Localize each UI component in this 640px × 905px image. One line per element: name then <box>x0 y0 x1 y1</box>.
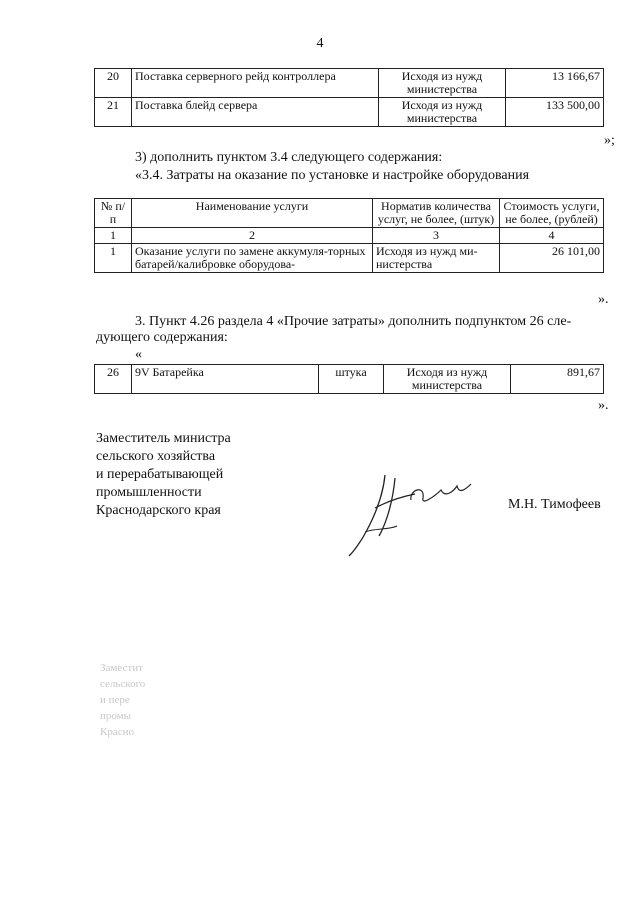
signatory-line: промышленности <box>96 485 202 500</box>
signatory-line: сельского хозяйства <box>96 449 216 464</box>
paragraph-3-intro: 3) дополнить пунктом 3.4 следующего содержания: <box>135 150 443 165</box>
item-basis: Исходя из нужд министерства <box>384 365 511 394</box>
page-number: 4 <box>316 36 324 51</box>
other-costs-table <box>94 364 604 394</box>
item-basis: Исходя из нужд министерства <box>379 69 506 98</box>
column-header: Норматив количества услуг, не более, (штук) <box>373 199 500 228</box>
show-through-line: и пере <box>100 694 130 706</box>
paragraph-4-line-2: дующего содержания: <box>96 330 228 345</box>
closing-quote-1: »; <box>604 133 615 148</box>
item-cost: 133 500,00 <box>506 98 604 127</box>
show-through-line: Заместит <box>100 662 143 674</box>
services-table <box>94 198 604 273</box>
row-number: 21 <box>95 98 132 127</box>
equipment-table <box>94 68 604 127</box>
item-cost: 13 166,67 <box>506 69 604 98</box>
column-header: Наименование услуги <box>132 199 373 228</box>
row-number: 26 <box>95 365 132 394</box>
signatory-line: и перерабатывающей <box>96 467 224 482</box>
table-row <box>95 244 604 273</box>
table-row <box>95 98 604 127</box>
show-through-line: промы <box>100 710 132 722</box>
show-through-line: Красно <box>100 726 134 738</box>
row-number: 20 <box>95 69 132 98</box>
closing-quote-2: ». <box>598 292 609 307</box>
item-unit: штука <box>319 365 384 394</box>
table-header-row <box>95 199 604 228</box>
item-cost: 891,67 <box>511 365 604 394</box>
signatory-title <box>96 430 231 520</box>
index-cell: 1 <box>95 228 132 244</box>
table-index-row <box>95 228 604 244</box>
item-name: 9V Батарейка <box>132 365 319 394</box>
item-basis: Исходя из нужд министерства <box>379 98 506 127</box>
index-cell: 4 <box>500 228 604 244</box>
service-name: Оказание услуги по замене аккумуля-торных батарей/калибровке оборудова- <box>132 244 373 273</box>
index-cell: 3 <box>373 228 500 244</box>
item-name: Поставка блейд сервера <box>132 98 379 127</box>
column-header: № п/п <box>95 199 132 228</box>
index-cell: 2 <box>132 228 373 244</box>
signatory-line: Заместитель министра <box>96 431 231 446</box>
signatory-line: Краснодарского края <box>96 503 221 518</box>
table-row <box>95 365 604 394</box>
paragraph-3-4-title: «3.4. Затраты на оказание по установке и настройке оборудования <box>135 168 530 183</box>
show-through-line: сельского <box>100 678 146 690</box>
signatory-name: М.Н. Тимофеев <box>508 497 601 512</box>
closing-quote-3: ». <box>598 398 609 413</box>
paragraph-4-line-1: 3. Пункт 4.26 раздела 4 «Прочие затраты» дополнить подпунктом 26 сле- <box>135 314 572 329</box>
row-number: 1 <box>95 244 132 273</box>
column-header: Стоимость услуги, не более, (рублей) <box>500 199 604 228</box>
opening-quote: « <box>135 347 142 362</box>
service-basis: Исходя из нужд ми-нистерства <box>373 244 500 273</box>
item-name: Поставка серверного рейд контроллера <box>132 69 379 98</box>
service-cost: 26 101,00 <box>500 244 604 273</box>
show-through-text <box>100 660 145 740</box>
handwritten-signature <box>345 470 475 560</box>
table-row <box>95 69 604 98</box>
